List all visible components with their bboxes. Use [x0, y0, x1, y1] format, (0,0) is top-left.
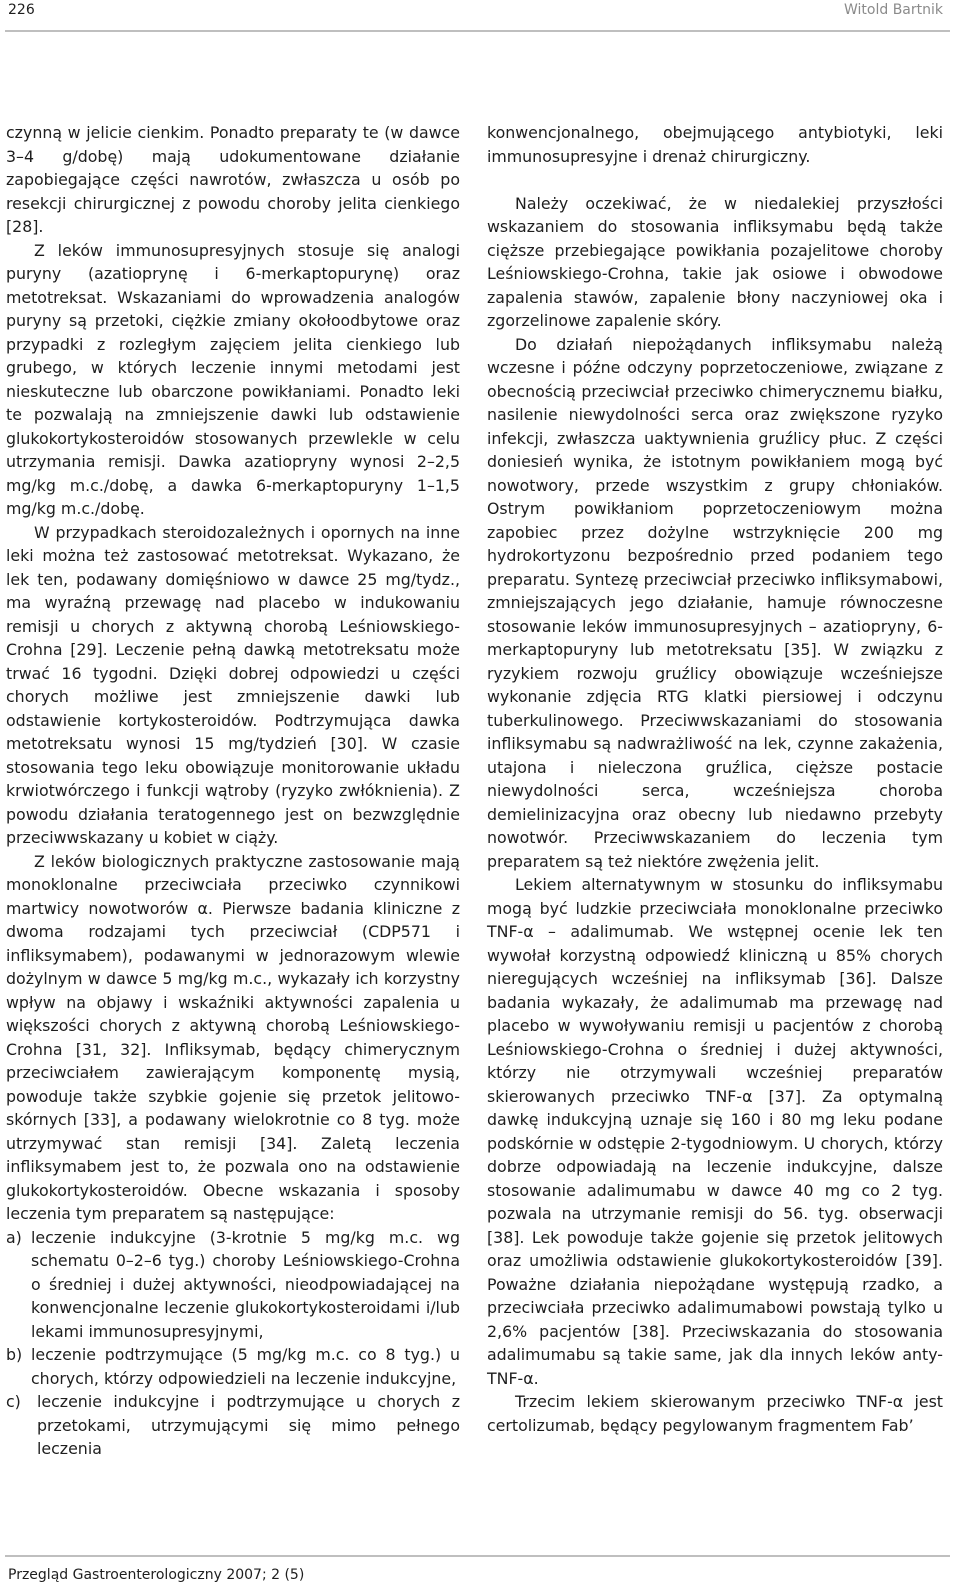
list-item: [6, 1343, 460, 1390]
list-item-text: leczenie indukcyjne i podtrzymujące u chorych z przetokami, utrzymującymi się mimo pełnego leczenia: [37, 1392, 460, 1458]
paragraph: Z leków immunosupresyjnych stosuje się analogi puryny (azatioprynę i 6-merkaptopurynę) oraz metotreksat. Wskazaniami do wprowadzenia analogów puryny są przetoki, ciężkie zmiany okołoodbytowe oraz przypadki z rozległym zajęciem jelita cienkiego lub grubego, w których leczenie innymi metodami jest nieskuteczne lub obarczone powikłaniami. Ponadto leki te pozwalają na zmniejszenie dawki lub odstawienie glukokortykosteroidów stosowanych przewlekle w celu utrzymania remisji. Dawka azatiopryny wynosi 2–2,5 mg/kg m.c./dobę, a dawka 6-merkaptopuryny 1–1,5 mg/kg m.c./dobę.: [6, 240, 460, 518]
footer-rule: [5, 1555, 950, 1557]
paragraph: Należy oczekiwać, że w niedalekiej przyszłości wskazaniem do stosowania infliksymabu będą także cięższe przebiegające powikłania pozajelitowe choroby Leśniowskiego-Crohna, takie jak osiowe i obwodowe zapalenia stawów, zapalenie błony naczyniowej oka i zgorzelinowe zapalenie skóry.: [487, 193, 943, 330]
list-marker: a): [6, 1227, 22, 1247]
page-number: 226: [8, 2, 35, 18]
right-column: [487, 121, 943, 1437]
list-item-text: leczenie podtrzymujące (5 mg/kg m.c. co 8 tyg.) u chorych, którzy odpowiedzieli na leczenie indukcyjne,: [31, 1345, 460, 1388]
indications-list: [6, 1226, 460, 1461]
paragraph: Trzecim lekiem skierowanym przeciwko TNF-α jest certolizumab, będący pegylowanym fragmentem Fab’: [487, 1392, 943, 1435]
paragraph: Do działań niepożądanych infliksymabu należą wczesne i późne odczyny poprzetoczeniowe, związane z obecnością przeciwciał przeciwko chimerycznemu białku, nasilenie niewydolności serca oraz zwiększone ryzyko infekcji, zwłaszcza uaktywnienia gruźlicy płuc. Z części doniesień wynika, że istotnym powikłaniem mogą być nowotwory, przede wszystkim z grupy chłoniaków. Ostrym powikłaniom poprzetoczeniowym można zapobiec przez dożylne wstrzyknięcie 200 mg hydrokortyzonu bezpośrednio przed podaniem tego preparatu. Syntezę przeciwciał przeciwko infliksymabowi, zmniejszających jego działanie, hamuje równoczesne stosowanie leków immunosupresyjnych – azatiopryny, 6-merkaptopuryny lub metotreksatu [35]. W związku z ryzykiem rozwoju gruźlicy obowiązuje wcześniejsze wykonanie zdjęcia RTG klatki piersiowej i odczynu tuberkulinowego. Przeciwwskazaniami do stosowania infliksymabu są nadwrażliwość na lek, czynne zakażenia, utajona i nieleczona gruźlica, cięższe postacie niewydolności serca, wcześniejsza choroba demielinizacyjna oraz obecny lub niedawno przebyty nowotwór. Przeciwwskazaniem do leczenia tym preparatem są też niektóre zwężenia jelit.: [487, 334, 943, 871]
list-marker: c): [6, 1392, 21, 1411]
header-rule: [5, 30, 950, 32]
list-item-text: leczenie indukcyjne (3-krotnie 5 mg/kg m.c. wg schematu 0–2–6 tyg.) choroby Leśniowskiego-Crohna o średniej i dużej aktywności, nieodpowiadającej na konwencjonalne leczenie glukokortykosteroidami i/lub lekami immunosupresyjnymi,: [31, 1227, 460, 1341]
paragraph: konwencjonalnego, obejmującego antybiotyki, leki immunosupresyjne i drenaż chirurgiczny.: [487, 123, 943, 166]
list-item: [6, 1390, 460, 1461]
list-marker: b): [6, 1345, 23, 1364]
paragraph: W przypadkach steroidozależnych i opornych na inne leki można też zastosować metotreksat. Wykazano, że lek ten, podawany domięśniowo w dawce 25 mg/tydz., ma wyraźną przewagę nad placebo w indukowaniu remisji u chorych z aktywną chorobą Leśniowskiego-Crohna [29]. Leczenie pełną dawką metotreksatu może trwać 16 tygodni. Dzięki dobrej odpowiedzi u części chorych możliwe jest zmniejszenie dawki lub odstawienie kortykosteroidów. Podtrzymująca dawka metotreksatu wynosi 15 mg/tydzień [30]. W czasie stosowania tego leku obowiązuje monitorowanie układu krwiotwórczego i funkcji wątroby (ryzyko zwłóknienia). Z powodu działania teratogennego jest on bezwzględnie przeciwwskazany u kobiet w ciąży.: [6, 522, 460, 847]
journal-citation: Przegląd Gastroenterologiczny 2007; 2 (5): [8, 1567, 305, 1583]
left-column: [6, 121, 460, 1461]
paragraph: Lekiem alternatywnym w stosunku do infliksymabu mogą być ludzkie przeciwciała monoklonalne przeciwko TNF-α – adalimumab. We wstępnej ocenie lek ten wywołał korzystną odpowiedź kliniczną u 85% chorych nieregujących wcześniej na infliksymab [36]. Dalsze badania wykazały, że adalimumab ma przewagę nad placebo w wywoływaniu remisji u pacjentów z chorobą Leśniowskiego-Crohna o średniej i dużej aktywności, którzy nie otrzymywali wcześniej preparatów skierowanych przeciwko TNF-α [37]. Za optymalną dawkę indukcyjną uznaje się 160 i 80 mg leku podane podskórnie w odstępie 2-tygodniowym. U chorych, którzy dobrze odpowiadają na leczenie indukcyjne, dalsze stosowanie adalimumabu w dawce 40 mg co 2 tyg. pozwala na utrzymanie remisji do 56. tyg. obserwacji [38]. Lek powoduje także gojenie się przetok jelitowych oraz umożliwia odstawienie glukokortykosteroidów [39]. Poważne działania niepożądane występują rzadko, a przeciwciała przeciwko adalimumabowi powstają tylko u 2,6% pacjentów [38]. Przeciwskazania do stosowania adalimumabu są takie same, jak dla innych leków anty-TNF-α.: [487, 875, 943, 1388]
paragraph: czynną w jelicie cienkim. Ponadto preparaty te (w dawce 3–4 g/dobę) mają udokumentowane działanie zapobiegające części nawrotów, zwłaszcza u osób po resekcji chirurgicznej z powodu choroby jelita cienkiego [28].: [6, 123, 460, 236]
author-name: Witold Bartnik: [843, 2, 943, 18]
paragraph: Z leków biologicznych praktyczne zastosowanie mają monoklonalne przeciwciała przeciwko czynnikowi martwicy nowotworów α. Pierwsze badania kliniczne z dwoma rodzajami tych przeciwciał (CDP571 i infliksymabem), podawanymi w jednorazowym wlewie dożylnym w dawce 5 mg/kg m.c., wykazały ich korzystny wpływ na objawy i wskaźniki aktywności zapalenia u większości chorych z aktywną chorobą Leśniowskiego-Crohna [31, 32]. Infliksymab, będący chimerycznym przeciwciałem zawierającym komponentę mysią, powoduje także szybkie gojenie się przetok jelitowo-skórnych [33], a podawany wielokrotnie co 8 tyg. może utrzymywać stan remisji [34]. Zaletą leczenia infliksymabem jest to, że pozwala ono na odstawienie glukokortykosteroidów. Obecne wskazania i sposoby leczenia tym preparatem są następujące:: [6, 851, 460, 1223]
list-item: [6, 1226, 460, 1344]
